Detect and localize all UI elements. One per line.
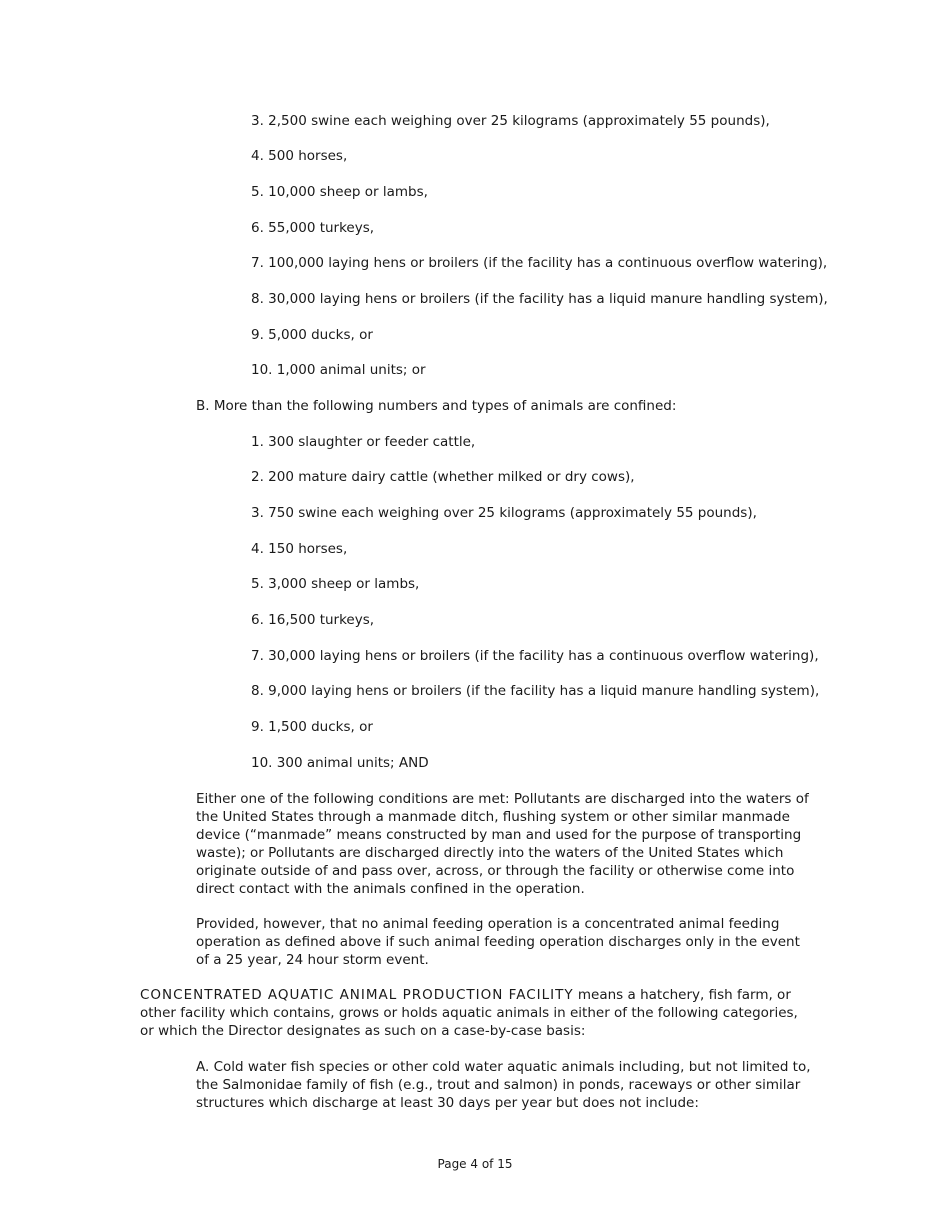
list-b-item: 1. 300 slaughter or feeder cattle, bbox=[251, 434, 476, 450]
definition-paragraph bbox=[140, 986, 810, 1040]
list-a-item: 10. 1,000 animal units; or bbox=[251, 362, 426, 378]
list-b-item: 9. 1,500 ducks, or bbox=[251, 719, 373, 735]
list-b-item: 2. 200 mature dairy cattle (whether milked or dry cows), bbox=[251, 469, 635, 485]
section-b-heading: B. More than the following numbers and types of animals are confined: bbox=[196, 398, 677, 414]
definition-text: means a hatchery, fish farm, or other facility which contains, grows or holds aquatic animals in either of the following categories, or which the Director designates as such on a case-by-case basis: bbox=[140, 987, 798, 1039]
list-b-item: 10. 300 animal units; AND bbox=[251, 755, 429, 771]
list-a-item: 8. 30,000 laying hens or broilers (if the facility has a liquid manure handling system), bbox=[251, 291, 828, 307]
list-b-item: 3. 750 swine each weighing over 25 kilograms (approximately 55 pounds), bbox=[251, 505, 757, 521]
list-a-item: 7. 100,000 laying hens or broilers (if the facility has a continuous overflow watering), bbox=[251, 255, 828, 271]
list-b-item: 6. 16,500 turkeys, bbox=[251, 612, 375, 628]
list-a-item: 6. 55,000 turkeys, bbox=[251, 220, 375, 236]
section-a-paragraph: A. Cold water fish species or other cold water aquatic animals including, but not limited to, the Salmonidae family of fish (e.g., trout and salmon) in ponds, raceways or other similar structures which discharge at least 30 days per year but does not include: bbox=[196, 1059, 811, 1111]
list-b-item: 8. 9,000 laying hens or broilers (if the facility has a liquid manure handling system), bbox=[251, 683, 820, 699]
list-a-item: 9. 5,000 ducks, or bbox=[251, 327, 373, 343]
conditions-paragraph: Either one of the following conditions are met: Pollutants are discharged into the waters of the United States through a manmade ditch, flushing system or other similar manmade device (“manmade” means constructed by man and used for the purpose of transporting waste); or Pollutants are discharged directly into the waters of the United States which originate outside of and pass over, across, or through the facility or otherwise come into direct contact with the animals confined in the operation. bbox=[196, 791, 809, 897]
list-a-item: 5. 10,000 sheep or lambs, bbox=[251, 184, 428, 200]
list-a-item: 4. 500 horses, bbox=[251, 148, 348, 164]
list-a-item: 3. 2,500 swine each weighing over 25 kilograms (approximately 55 pounds), bbox=[251, 113, 770, 129]
list-b-item: 5. 3,000 sheep or lambs, bbox=[251, 576, 420, 592]
defined-term: CONCENTRATED AQUATIC ANIMAL PRODUCTION FACILITY bbox=[140, 987, 574, 1003]
page-number: Page 4 of 15 bbox=[437, 1157, 513, 1171]
proviso-paragraph: Provided, however, that no animal feeding operation is a concentrated animal feeding operation as defined above if such animal feeding operation discharges only in the event of a 25 year, 24 hour storm event. bbox=[196, 916, 800, 968]
list-b-item: 7. 30,000 laying hens or broilers (if the facility has a continuous overflow watering), bbox=[251, 648, 819, 664]
list-b-item: 4. 150 horses, bbox=[251, 541, 348, 557]
